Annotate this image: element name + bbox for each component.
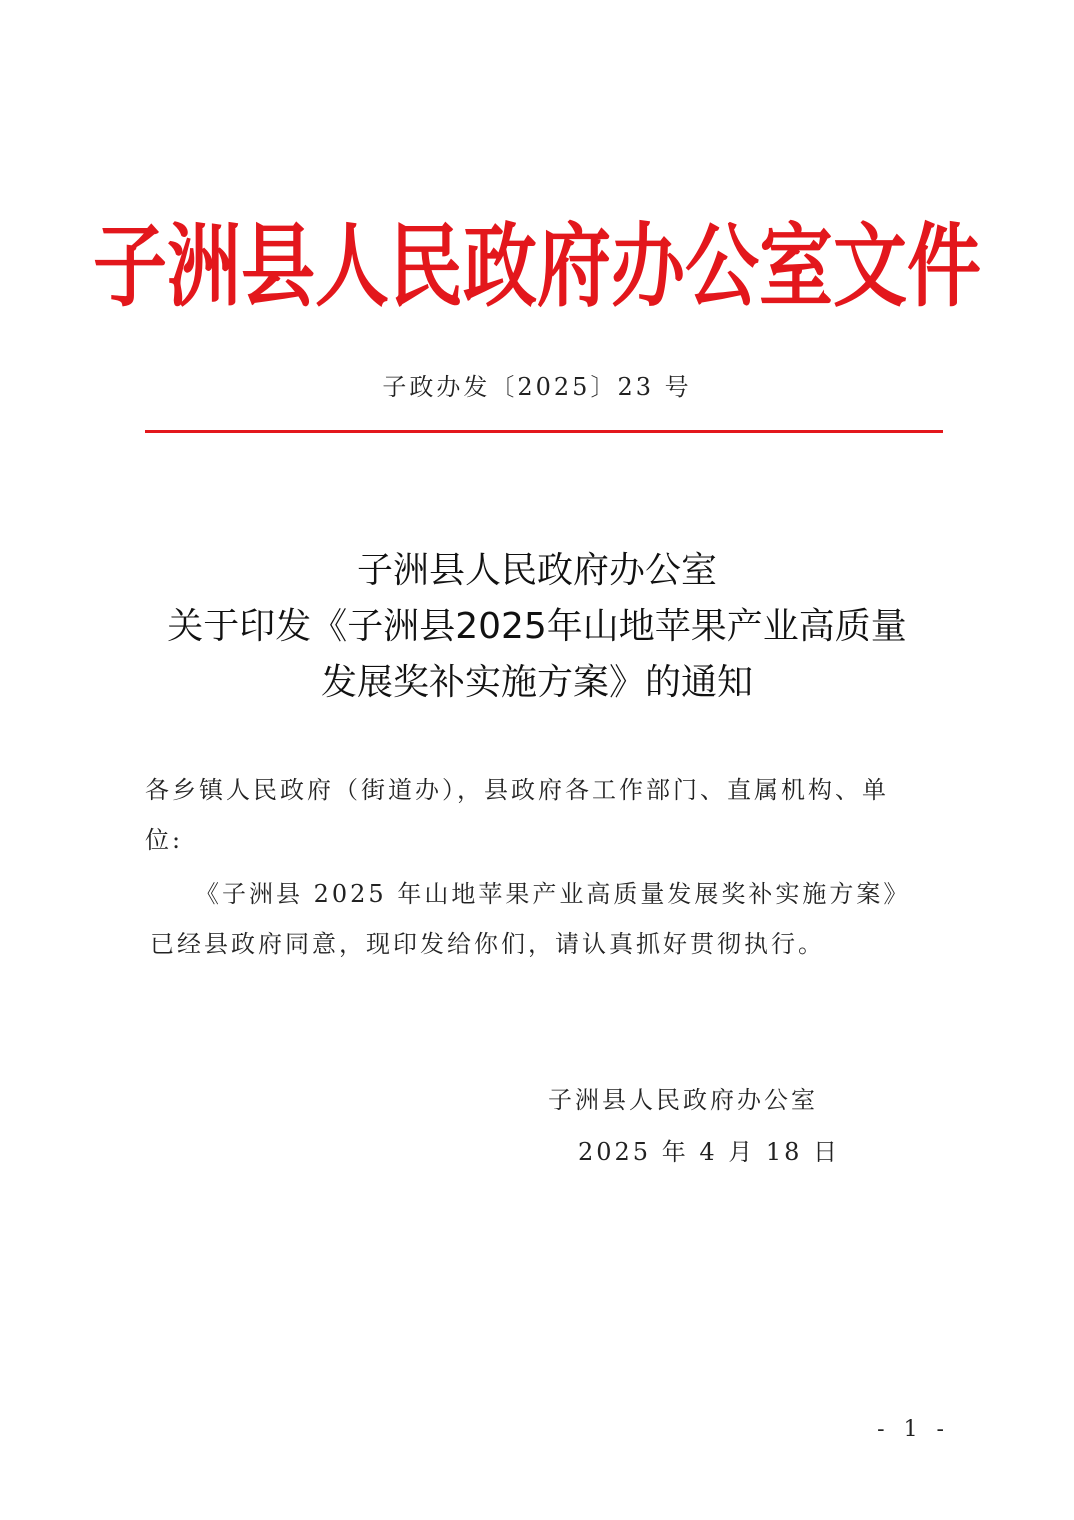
- document-masthead: 子洲县人民政府办公室文件: [93, 214, 981, 320]
- title-line-2: 关于印发《子洲县2025年山地苹果产业高质量: [167, 606, 907, 647]
- signature-issuer: 子洲县人民政府办公室: [548, 1086, 818, 1114]
- body-paragraph-line-2: 已经县政府同意，现印发给你们，请认真抓好贯彻执行。: [150, 930, 825, 958]
- page-number: - 1 -: [877, 1417, 950, 1442]
- title-line-3: 发展奖补实施方案》的通知: [320, 662, 753, 703]
- title-line-1: 子洲县人民政府办公室: [356, 550, 717, 591]
- document-number: 子政办发〔2025〕23 号: [382, 373, 692, 401]
- salutation-line-1: 各乡镇人民政府（街道办），县政府各工作部门、直属机构、单: [145, 776, 889, 804]
- salutation-line-2: 位:: [145, 826, 184, 854]
- signature-date: 2025 年 4 月 18 日: [578, 1138, 841, 1166]
- document-title: [0, 543, 1074, 711]
- body-paragraph-line-1: 《子洲县 2025 年山地苹果产业高质量发展奖补实施方案》: [195, 880, 911, 908]
- masthead-divider: [145, 430, 943, 433]
